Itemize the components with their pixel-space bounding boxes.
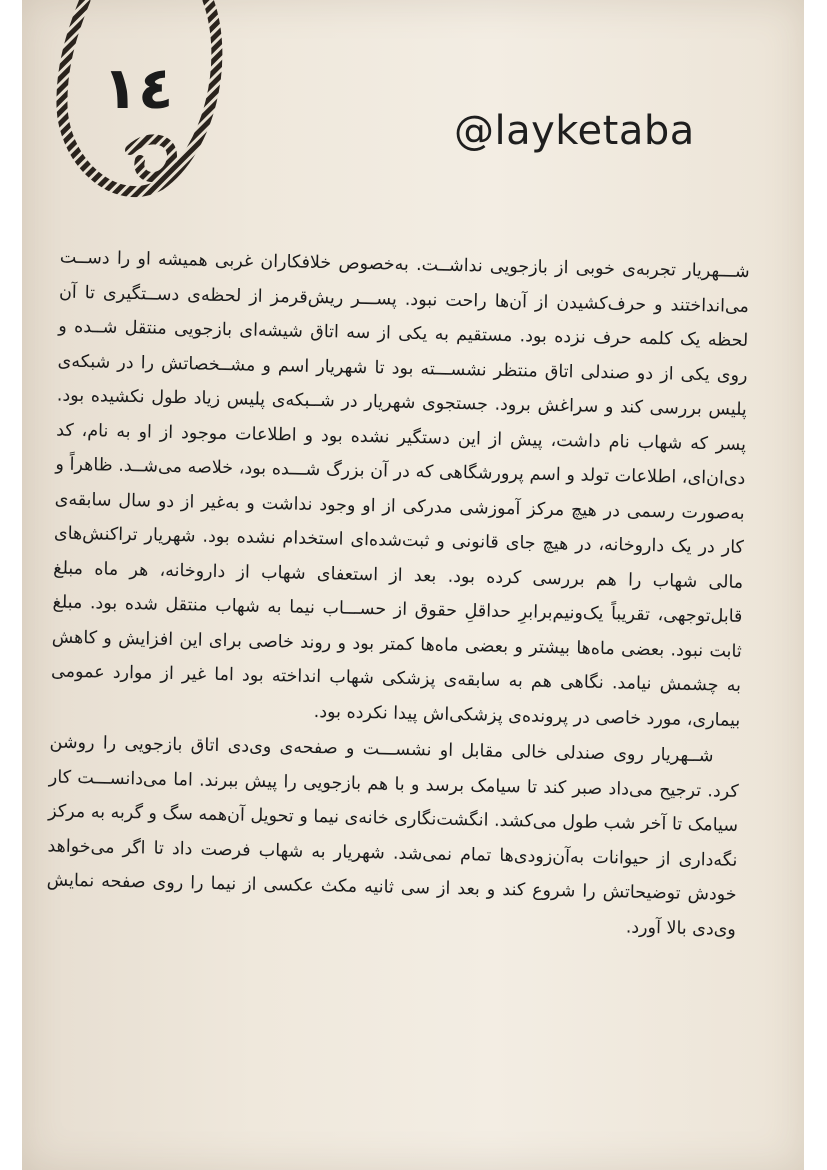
paragraph-1: شـــهریار تجربه‌ی خوبی از بازجویی نداشــت. به‌خصوص خلافکاران غربی همیشه او را دســت می‌انداختند و حرف‌کشیدن از آن‌ها راحت نبود. پســـر ریش‌قرمز از لحظه‌ی دســتگیری تا آن لحظه یک کلمه حرف نزده بود. مستقیم به یکی از سه اتاق شیشه‌ای بازجویی منتقل شــده و روی یکی از دو صندلی اتاق منتظر نشســـته بود تا شهریار اسم و مشــخصاتش را در شبکه‌ی پلیس بررسی کند و سراغش برود. جستجوی شهریار در شــبکه‌ی پلیس زیاد طول نکشیده بود. پسر که شهاب نام داشت، پیش از این دستگیر نشده بود و اطلاعات موجود از او به نام، کد دی‌ان‌ای، اطلاعات تولد و اسم پرورشگاهی که در آن بزرگ شـــده بود، خلاصه می‌شــد. ظاهراً و به‌صورت رسمی در هیچ مرکز آموزشی مدرکی از او وجود نداشت و به‌غیر از دو سال سابقه‌ی کار در یک داروخانه، در هیچ جای قانونی و ثبت‌شده‌ای استخدام نشده بود. شهریار تراکنش‌های مالی شهاب را هم بررسی کرده بود. بعد از استعفای شهاب از داروخانه، هر ماه مبلغ قابل‌توجهی، تقریباً یک‌ونیم‌برابرِ حداقلِ حقوق از حســـاب نیما به شهاب منتقل شده بود. مبلغ ثابت نبود. بعضی ماه‌ها بیشتر و بعضی ماه‌ها کمتر بود و روند خاصی برای این افزایش و کاهش به چشمش نیامد. نگاهی هم به سابقه‌ی پزشکی شهاب انداخته بود اما غیر از موارد عمومی بیماری، مورد خاصی در پرونده‌ی پزشکی‌اش پیدا نکرده بود. — [50, 247, 750, 731]
watermark-handle: @layketaba — [454, 108, 695, 154]
chapter-body — [46, 241, 750, 947]
rope-knot — [130, 139, 172, 177]
chapter-number: ۱٤ — [102, 54, 174, 122]
paragraph-2: شــهریار روی صندلی خالی مقابل او نشســـت و صفحه‌ی وی‌دی اتاق بازجویی را روشن کرد. ترجیح می‌داد صبر کند تا سیامک برسد و با هم بازجویی را پیش ببرند. اما می‌دانســـت کار سیامک تا آخر شب طول می‌کشد. انگشت‌نگاری خانه‌ی نیما و تحویل آن‌همه سگ و گربه به مرکز نگه‌داری از حیوانات به‌آن‌زودی‌ها تمام نمی‌شد. شهریار به شهاب فرصت داد تا اگر می‌خواهد خودش توضیحاتش را شروع کند و بعد از سی ثانیه مکث عکسی از نیما را روی صفحه نمایش وی‌دی بالا آورد. — [46, 732, 739, 940]
book-page — [22, 0, 804, 1170]
chapter-rope-emblem — [40, 0, 230, 200]
